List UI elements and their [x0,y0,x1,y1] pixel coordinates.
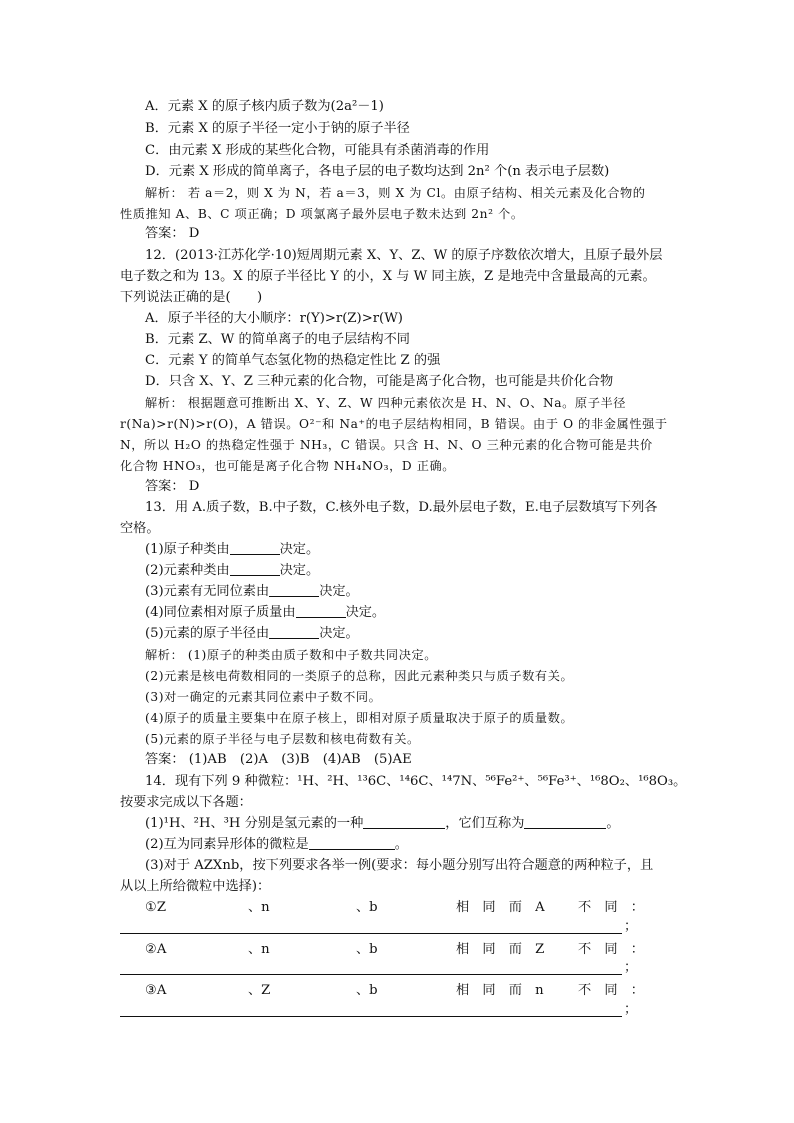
q13-stem-line1: 13．用 A.质子数，B.中子数，C.核外电子数，D.最外层电子数，E.电子层数填写下列各 [145,500,658,515]
row-label: 相 同 而 n [456,983,544,998]
q11-explanation-line2: 性质推知 A、B、C 项正确；D 项氯离子最外层电子数未达到 2n² 个。 [120,207,524,221]
q12-stem-line2: 电子数之和为 13。X 的原子半径比 Y 的小，X 与 W 同主族，Z 是地壳中含量最高的元素。 [120,269,656,284]
row-label: 相 同 而 Z [456,942,545,957]
q14-part1 [145,814,620,834]
q11-option-d: D．元素 X 形成的简单离子，各电子层的电子数均达到 2n² 个(n 表示电子层数) [145,164,610,179]
q12-option-a: A．原子半径的大小顺序：r(Y)>r(Z)>r(W) [145,311,403,326]
row-label: 、Z [248,983,271,998]
semicolon: ； [624,919,638,934]
row-label: ①Z [145,900,166,915]
q13-item-5 [145,624,359,644]
q12-answer: 答案： D [145,479,200,494]
answer-line[interactable] [120,933,622,934]
q13-item-text: 决定。 [319,584,359,599]
q12-stem-line3: 下列说法正确的是( ) [120,290,263,305]
q13-explanation-line5: (5)元素的原子半径与电子层数和核电荷数有关。 [145,732,420,746]
q14-part2-text: (2)互为同素异形体的微粒是 [145,837,309,852]
q14-part3-line2: 从以上所给微粒中选择)： [120,879,271,894]
q12-explanation-line1: 解析： 根据题意可推断出 X、Y、Z、W 四种元素依次是 H、N、O、Na。原子半径 [145,396,627,410]
row-label: 不 同 ： [578,900,644,915]
answer-line[interactable] [120,974,622,975]
q12-option-c: C．元素 Y 的简单气态氢化物的热稳定性比 Z 的强 [145,353,441,368]
answer-blank[interactable] [269,624,319,639]
semicolon: ； [624,960,638,975]
q14-subq-row-1 [120,898,644,918]
q12-option-d: D．只含 X、Y、Z 三种元素的化合物，可能是离子化合物，也可能是共价化合物 [145,374,614,389]
row-label: 不 同 ： [578,942,644,957]
answer-line[interactable] [120,1016,622,1017]
q11-option-a: A．元素 X 的原子核内质子数为(2a²－1) [145,99,384,114]
q12-explanation-line4: 化合物 HNO₃，也可能是离子化合物 NH₄NO₃，D 正确。 [120,459,456,473]
row-label: 、b [356,983,378,998]
semicolon: ； [624,1002,638,1017]
q13-item-1 [145,540,319,560]
q11-answer: 答案： D [145,226,200,241]
q14-part1-text: 。 [606,816,620,831]
q11-explanation-line1: 解析： 若 a＝2，则 X 为 N，若 a＝3，则 X 为 Cl。由原子结构、相关元素及化合物的 [145,186,646,200]
q13-item-text: 决定。 [319,626,359,641]
q11-option-b: B．元素 X 的原子半径一定小于钠的原子半径 [145,121,410,136]
q13-item-text: (3)元素有无同位素由 [145,584,270,599]
row-label: 相 同 而 A [456,900,545,915]
q13-item-text: (4)同位素相对原子质量由 [145,605,296,620]
q12-explanation-line2: r(Na)>r(N)>r(O)，A 错误。O²⁻和 Na⁺的电子层结构相同，B 错误。由于 O 的非金属性强于 [120,417,668,431]
answer-blank[interactable] [296,603,346,618]
q14-part2 [145,835,408,855]
q13-explanation-line3: (3)对一确定的元素其同位素中子数不同。 [145,690,382,704]
q13-item-text: 决定。 [345,605,386,620]
q12-explanation-line3: N，所以 H₂O 的热稳定性强于 NH₃，C 错误。只含 H、N、O 三种元素的化合物可能是共价 [120,438,653,452]
row-label: 不 同 ： [578,983,644,998]
q13-item-3 [145,582,359,602]
row-label: ③A [145,983,167,998]
q14-stem-line2: 按要求完成以下各题： [120,795,252,810]
answer-blank[interactable] [363,814,445,829]
q12-stem-line1: 12．(2013·江苏化学·10)短周期元素 X、Y、Z、W 的原子序数依次增大，且原子最外层 [145,248,663,263]
row-label: ②A [145,942,167,957]
q13-item-text: (5)元素的原子半径由 [145,626,270,641]
answer-blank[interactable] [524,814,606,829]
q14-part3-line1: (3)对于 AZXnb，按下列要求各举一例(要求：每小题分别写出符合题意的两种粒子，且 [145,858,654,873]
q14-subq-row-2 [120,940,644,960]
answer-blank[interactable] [230,540,280,555]
q13-explanation-line4: (4)原子的质量主要集中在原子核上，即相对原子质量取决于原子的质量数。 [145,711,574,725]
q13-explanation-line2: (2)元素是核电荷数相同的一类原子的总称，因此元素种类只与质子数有关。 [145,669,574,683]
q13-item-4 [145,603,385,623]
row-label: 、b [356,942,378,957]
q11-option-c: C．由元素 X 形成的某些化合物，可能具有杀菌消毒的作用 [145,143,490,158]
q13-item-2 [145,561,319,581]
q14-part1-text: (1)¹H、²H、³H 分别是氢元素的一种 [145,816,364,831]
row-label: 、n [248,942,270,957]
q12-option-b: B．元素 Z、W 的简单离子的电子层结构不同 [145,332,410,347]
answer-blank[interactable] [309,835,395,850]
q14-part2-text: 。 [394,837,408,852]
q14-part1-text: ，它们互称为 [445,816,525,831]
q13-answer: 答案： (1)AB (2)A (3)B (4)AB (5)AE [145,752,412,767]
row-label: 、b [356,900,378,915]
q13-item-text: 决定。 [279,563,320,578]
q13-explanation-line1: 解析： (1)原子的种类由质子数和中子数共同决定。 [145,648,438,662]
q13-item-text: (2)元素种类由 [145,563,230,578]
answer-blank[interactable] [269,582,319,597]
q14-subq-row-3 [120,981,644,1001]
q13-item-text: (1)原子种类由 [145,542,230,557]
q13-item-text: 决定。 [279,542,320,557]
answer-blank[interactable] [230,561,280,576]
q13-stem-line2: 空格。 [120,521,160,536]
row-label: 、n [248,900,270,915]
q14-stem-line1: 14．现有下列 9 种微粒：¹H、²H、¹³6C、¹⁴6C、¹⁴7N、⁵⁶Fe²⁺、⁵⁶Fe³⁺、¹⁶8O₂、¹⁶8O₃。 [145,774,687,789]
